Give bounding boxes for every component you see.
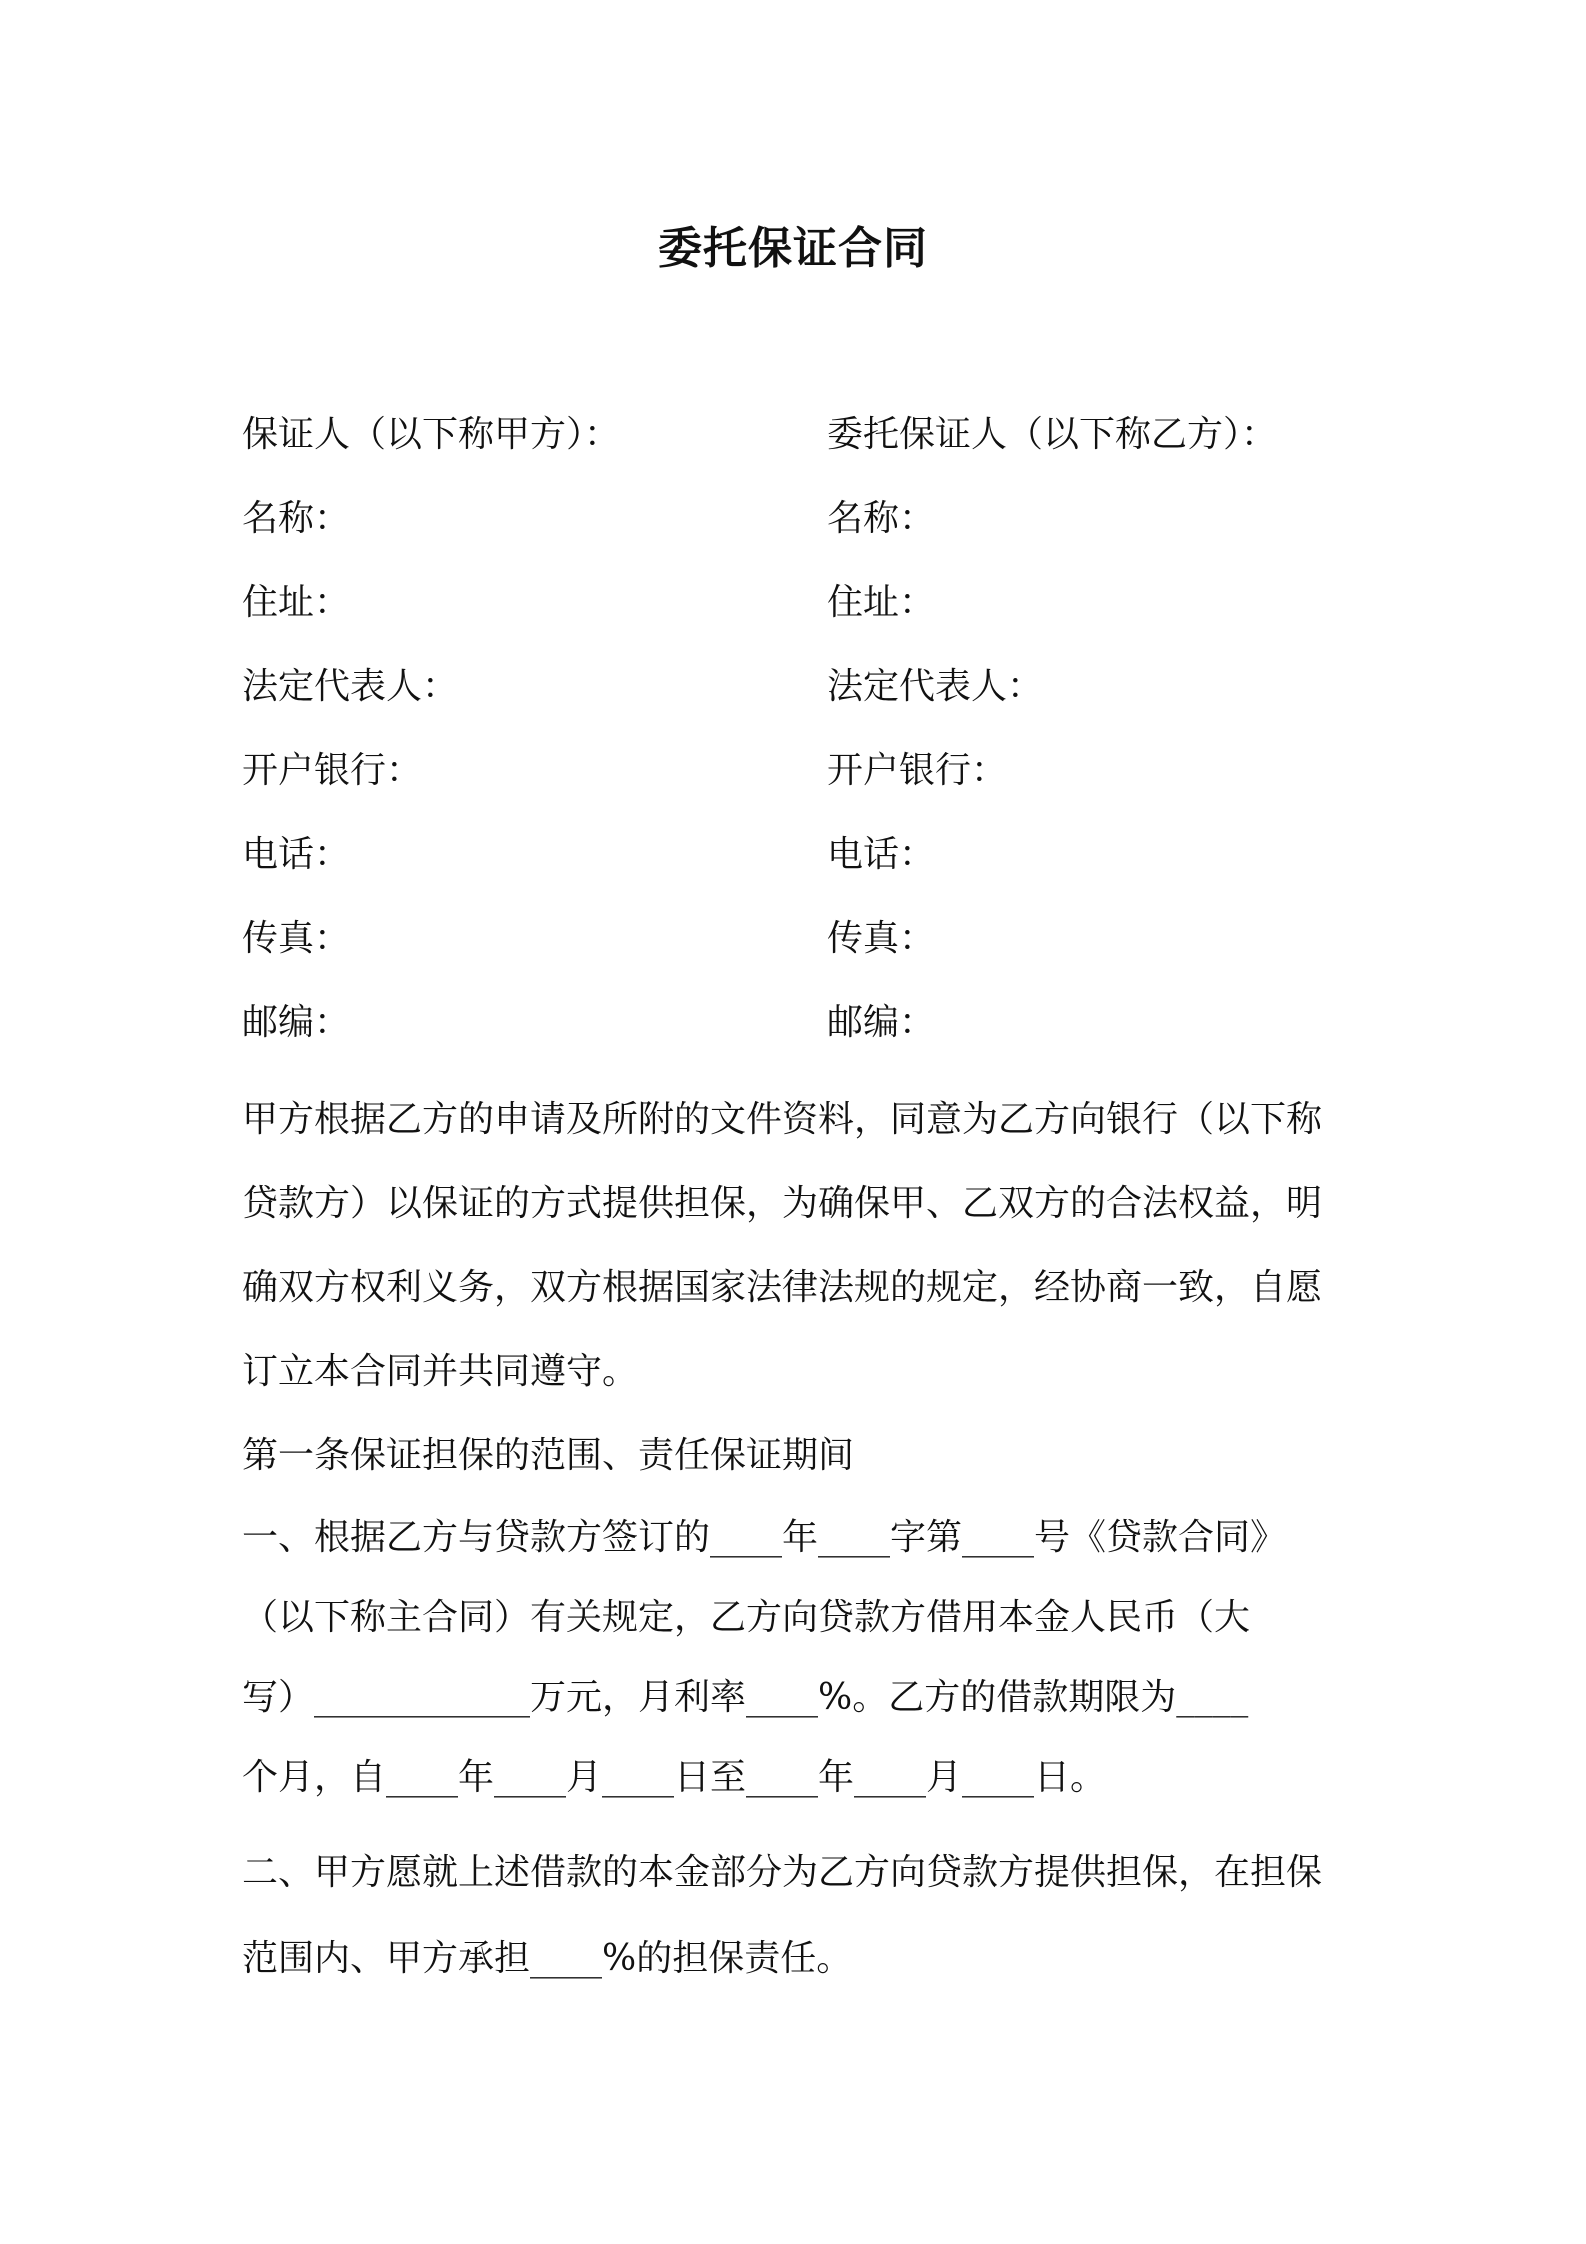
party-a-phone-label: 电话：	[242, 834, 351, 875]
party-heading-row	[242, 405, 1352, 489]
paragraph-line: 订立本合同并共同遵守。	[242, 1351, 639, 1392]
party-b-heading: 委托保证人（以下称乙方）：	[827, 414, 1278, 455]
party-b-legal-rep-label: 法定代表人：	[827, 666, 1044, 707]
party-field-row	[242, 993, 1352, 1077]
party-field-row	[242, 909, 1352, 993]
party-b-name-label: 名称：	[827, 498, 936, 539]
paragraph-line: 确双方权利义务，双方根据国家法律法规的规定，经协商一致，自愿	[242, 1267, 1323, 1308]
paragraph-line: 二、甲方愿就上述借款的本金部分为乙方向贷款方提供担保，在担保	[242, 1852, 1323, 1893]
party-info-grid	[242, 405, 1352, 1077]
party-a-address-label: 住址：	[242, 582, 351, 623]
party-field-row	[242, 489, 1352, 573]
party-field-row	[242, 741, 1352, 825]
clause-1-paragraph	[242, 1498, 1352, 1818]
party-b-bank-label: 开户银行：	[827, 750, 1008, 791]
party-field-row	[242, 657, 1352, 741]
party-b-phone-label: 电话：	[827, 834, 936, 875]
party-field-row	[242, 825, 1352, 909]
paragraph-line: 贷款方）以保证的方式提供担保，为确保甲、乙双方的合法权益，明	[242, 1183, 1323, 1224]
paragraph-line: 甲方根据乙方的申请及所附的文件资料，同意为乙方向银行（以下称	[242, 1099, 1323, 1140]
paragraph-line: 一、根据乙方与贷款方签订的____年____字第____号《贷款合同》	[242, 1517, 1287, 1558]
party-b-fax-label: 传真：	[827, 918, 936, 959]
party-b-address-label: 住址：	[827, 582, 936, 623]
paragraph-line: 个月，自____年____月____日至____年____月____日。	[242, 1757, 1107, 1798]
party-a-name-label: 名称：	[242, 498, 351, 539]
article-1-heading: 第一条保证担保的范围、责任保证期间	[242, 1435, 855, 1476]
paragraph-line: 范围内、甲方承担____%的担保责任。	[242, 1938, 853, 1979]
document-title: 委托保证合同	[658, 223, 928, 274]
party-a-bank-label: 开户银行：	[242, 750, 423, 791]
intro-paragraph	[242, 1078, 1352, 1414]
party-field-row	[242, 573, 1352, 657]
paragraph-line: 写）____________万元，月利率____%。乙方的借款期限为____	[242, 1677, 1249, 1718]
party-a-postcode-label: 邮编：	[242, 1002, 351, 1043]
party-a-heading: 保证人（以下称甲方）：	[242, 414, 621, 455]
party-a-legal-rep-label: 法定代表人：	[242, 666, 459, 707]
clause-2-paragraph	[242, 1830, 1352, 2002]
party-b-postcode-label: 邮编：	[827, 1002, 936, 1043]
paragraph-line: （以下称主合同）有关规定，乙方向贷款方借用本金人民币（大	[242, 1597, 1251, 1638]
party-a-fax-label: 传真：	[242, 918, 351, 959]
